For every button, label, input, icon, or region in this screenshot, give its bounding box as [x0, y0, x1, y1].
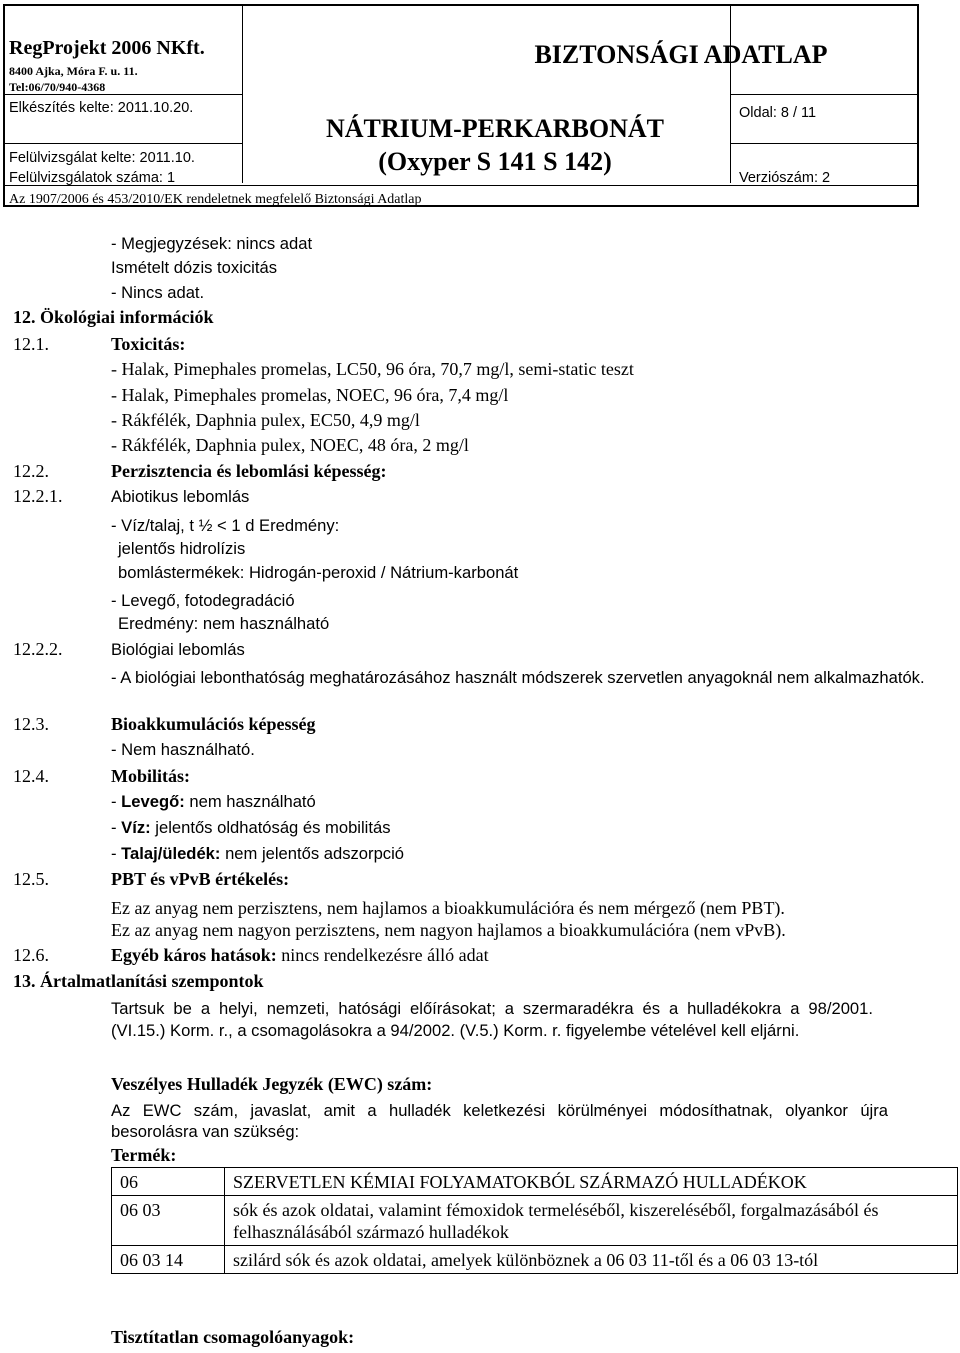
header-divider: [5, 143, 242, 144]
ewc-title: Veszélyes Hulladék Jegyzék (EWC) szám:: [111, 1074, 433, 1094]
ewc-description: SZERVETLEN KÉMIAI FOLYAMATOKBÓL SZÁRMAZÓ HULLADÉKOK: [225, 1168, 958, 1196]
ewc-code: 06 03: [112, 1196, 225, 1246]
packaging-label: Tisztítatlan csomagolóanyagok:: [111, 1327, 355, 1347]
table-row: [112, 1246, 958, 1274]
document-type: BIZTONSÁGI ADATLAP: [534, 40, 828, 69]
section-number: 12.2.2.: [13, 639, 63, 659]
mobility-title: Mobilitás:: [111, 766, 190, 786]
mobility-air: - Levegő: nem használható: [111, 792, 316, 811]
pbt-title: PBT és vPvB értékelés:: [111, 869, 290, 889]
section-number: 12.4.: [13, 766, 49, 786]
section-number: 12.5.: [13, 869, 49, 889]
ewc-code: 06: [112, 1168, 225, 1196]
review-date: Felülvizsgálat kelte: 2011.10.: [9, 150, 195, 166]
created-date: Elkészítés kelte: 2011.10.20.: [9, 100, 194, 116]
abiotic-products: bomlástermékek: Hidrogán-peroxid / Nátrium-karbonát: [118, 563, 519, 582]
ewc-description: sók és azok oldatai, valamint fémoxidok termeléséből, kiszereléséből, forgalmazásából és felhasználásából származó hulladékok: [225, 1196, 958, 1246]
pbt-line: Ez az anyag nem nagyon perzisztens, nem nagyon hajlamos a bioakkumulációra (nem vPvB).: [111, 920, 786, 940]
header-divider: [730, 143, 917, 144]
version-number: Verziószám: 2: [739, 170, 831, 186]
section-12-title: 12. Ökológiai információk: [13, 307, 214, 327]
document-header: [3, 4, 919, 207]
biological-text: - A biológiai lebonthatóság meghatározásához használt módszerek szervetlen anyagoknál nem alkalmazhatók.: [111, 668, 925, 687]
toxicity-title: Toxicitás:: [111, 334, 186, 354]
abiotic-air: - Levegő, fotodegradáció: [111, 591, 295, 610]
toxicity-item: - Rákfélék, Daphnia pulex, EC50, 4,9 mg/l: [111, 410, 420, 430]
header-divider: [242, 6, 243, 183]
abiotic-water-soil: - Víz/talaj, t ½ < 1 d Eredmény:: [111, 516, 340, 535]
toxicity-item: - Halak, Pimephales promelas, LC50, 96 óra, 70,7 mg/l, semi-static teszt: [111, 359, 634, 379]
product-label: Termék:: [111, 1145, 177, 1165]
disposal-paragraph: Tartsuk be a helyi, nemzeti, hatósági előírásokat; a szermaradékra és a hulladékokra a 98/2001. (VI.15.) Korm. r., a csomagolásokra a 94/2002. (V.5.) Korm. r. figyelembe vételével kell eljárni.: [111, 999, 873, 1040]
section-number: 12.3.: [13, 714, 49, 734]
regulation-line: Az 1907/2006 és 453/2010/EK rendeletnek megfelelő Biztonsági Adatlap: [9, 192, 422, 207]
no-data-line: - Nincs adat.: [111, 283, 205, 302]
section-13-title: 13. Ártalmatlanítási szempontok: [13, 971, 264, 991]
mobility-water: - Víz: jelentős oldhatóság és mobilitás: [111, 818, 391, 837]
company-address: 8400 Ajka, Móra F. u. 11.: [9, 64, 138, 78]
persistence-title: Perzisztencia és lebomlási képesség:: [111, 461, 387, 481]
pbt-line: Ez az anyag nem perzisztens, nem hajlamos a bioakkumulációra és nem mérgező (nem PBT).: [111, 898, 785, 918]
bioaccumulation-title: Bioakkumulációs képesség: [111, 714, 316, 734]
table-row: [112, 1196, 958, 1246]
product-name: NÁTRIUM-PERKARBONÁT (Oxyper S 141 S 142): [326, 114, 664, 176]
ewc-code: 06 03 14: [112, 1246, 225, 1274]
page-number: Oldal: 8 / 11: [739, 105, 817, 121]
section-number: 12.1.: [13, 334, 49, 354]
company-name: RegProjekt 2006 NKft.: [9, 37, 205, 59]
abiotic-hydrolysis: jelentős hidrolízis: [118, 539, 246, 558]
section-number: 12.2.1.: [13, 486, 63, 506]
ewc-text: Az EWC szám, javaslat, amit a hulladék keletkezési körülményei módosíthatnak, olyankor újra besorolásra van szükség:: [111, 1101, 888, 1141]
repeated-dose-title: Ismételt dózis toxicitás: [111, 258, 277, 277]
section-number: 12.2.: [13, 461, 49, 481]
company-phone: Tel:06/70/940-4368: [9, 80, 106, 94]
ewc-description: szilárd sók és azok oldatai, amelyek különböznek a 06 03 11-től és a 06 03 13-tól: [225, 1246, 958, 1274]
other-effects: Egyéb káros hatások: nincs rendelkezésre álló adat: [111, 945, 489, 965]
header-divider: [730, 94, 917, 95]
abiotic-title: Abiotikus lebomlás: [111, 487, 250, 506]
section-number: 12.6.: [13, 945, 49, 965]
notes-line: - Megjegyzések: nincs adat: [111, 234, 313, 253]
table-row: [112, 1168, 958, 1196]
biological-title: Biológiai lebomlás: [111, 640, 245, 659]
mobility-soil: - Talaj/üledék: nem jelentős adszorpció: [111, 844, 405, 863]
bioaccumulation-text: - Nem használható.: [111, 740, 255, 759]
toxicity-item: - Rákfélék, Daphnia pulex, NOEC, 48 óra, 2 mg/l: [111, 435, 469, 455]
review-count: Felülvizsgálatok száma: 1: [9, 170, 176, 186]
abiotic-air-result: Eredmény: nem használható: [118, 614, 330, 633]
ewc-table: [111, 1167, 958, 1274]
toxicity-item: - Halak, Pimephales promelas, NOEC, 96 óra, 7,4 mg/l: [111, 385, 509, 405]
